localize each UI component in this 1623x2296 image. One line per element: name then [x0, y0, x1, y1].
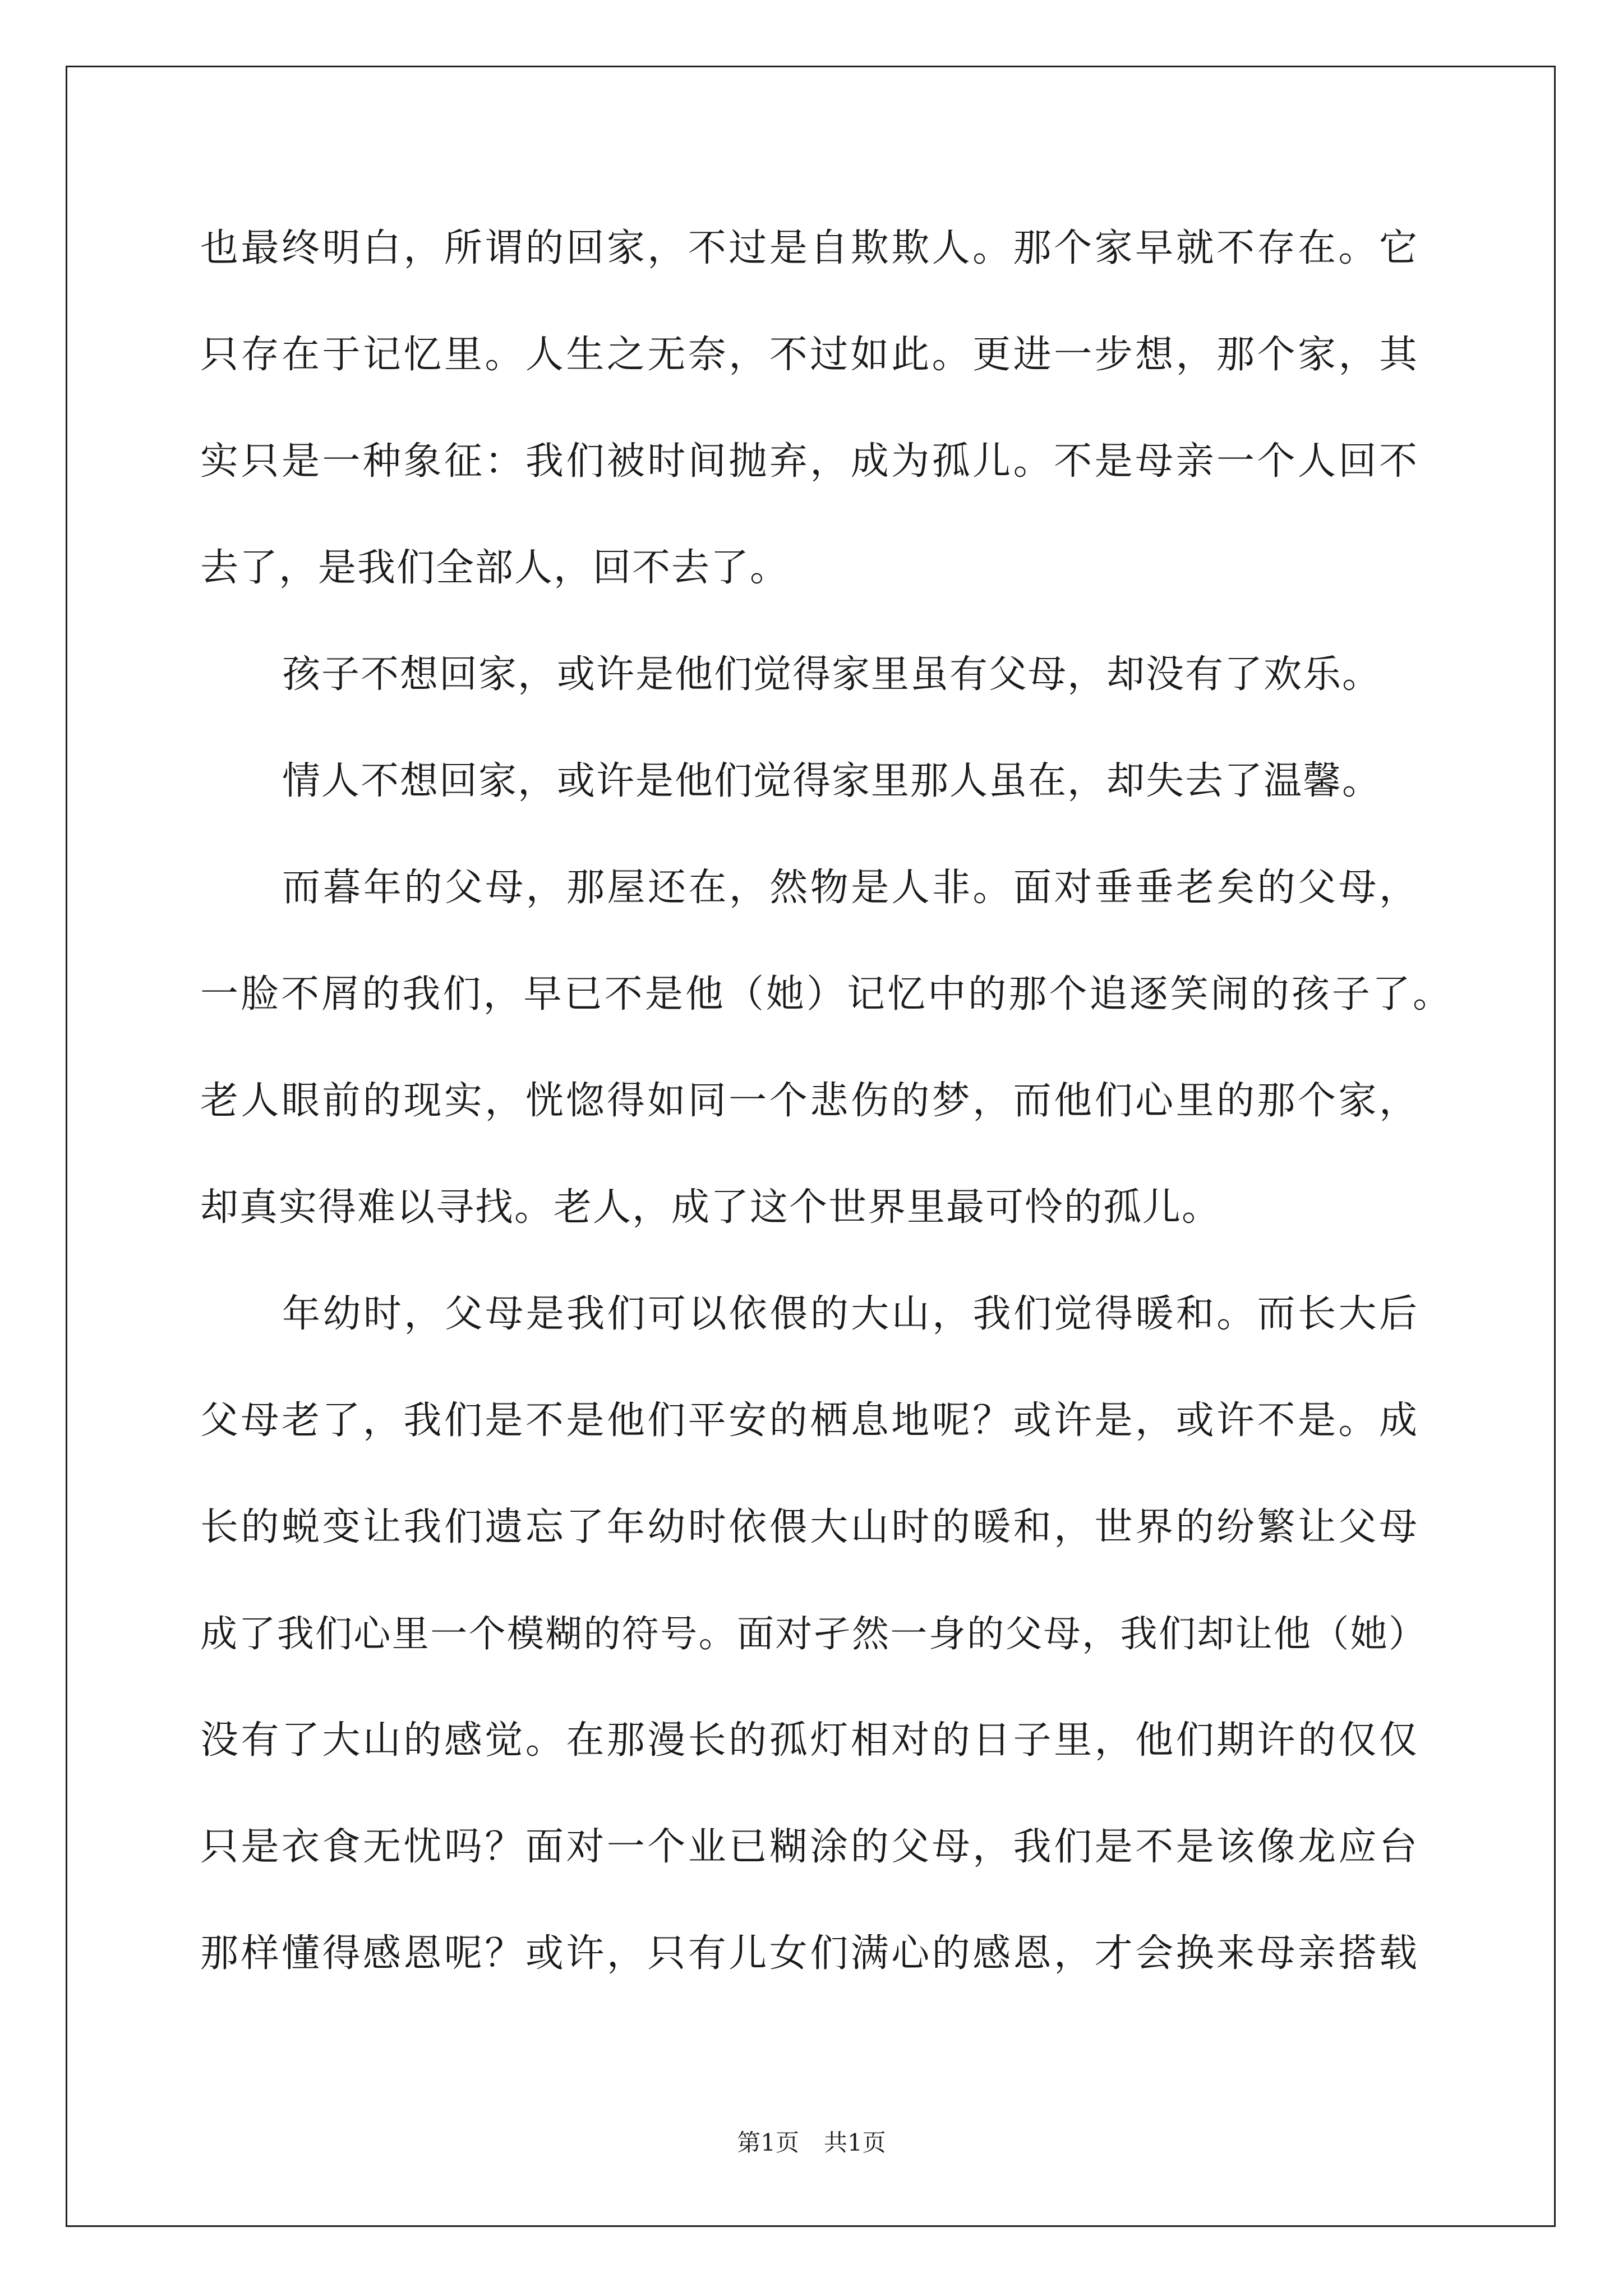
text-line: 只是衣食无忧吗？面对一个业已糊涂的父母，我们是不是该像龙应台 — [200, 1825, 1418, 1869]
text-line: 没有了大山的感觉。在那漫长的孤灯相对的日子里，他们期许的仅仅 — [200, 1718, 1418, 1763]
text-line: 去了，是我们全部人，回不去了。 — [200, 546, 790, 590]
text-line: 实只是一种象征：我们被时间抛弃，成为孤儿。不是母亲一个人回不 — [200, 439, 1418, 484]
text-line: 父母老了，我们是不是他们平安的栖息地呢？或许是，或许不是。成 — [200, 1398, 1418, 1443]
text-line: 那样懂得感恩呢？或许，只有儿女们满心的感恩，才会换来母亲搭载 — [200, 1931, 1418, 1976]
current-page-number: 第1页 — [737, 2129, 799, 2156]
text-line: 一脸不屑的我们，早已不是他（她）记忆中的那个追逐笑闹的孩子了。 — [200, 972, 1452, 1016]
text-line: 也最终明白，所谓的回家，不过是自欺欺人。那个家早就不存在。它 — [200, 226, 1418, 270]
paragraph-start-line: 孩子不想回家，或许是他们觉得家里虽有父母，却没有了欢乐。 — [282, 652, 1382, 697]
text-line: 长的蜕变让我们遗忘了年幼时依偎大山时的暖和，世界的纷繁让父母 — [200, 1505, 1418, 1549]
paragraph-start-line: 年幼时，父母是我们可以依偎的大山，我们觉得暖和。而长大后 — [282, 1292, 1418, 1336]
body-text — [200, 195, 1452, 2007]
paragraph-start-line: 情人不想回家，或许是他们觉得家里那人虽在，却失去了温馨。 — [282, 759, 1382, 803]
text-line: 老人眼前的现实，恍惚得如同一个悲伤的梦，而他们心里的那个家， — [200, 1079, 1418, 1123]
text-line: 只存在于记忆里。人生之无奈，不过如此。更进一步想，那个家，其 — [200, 333, 1418, 377]
text-line: 却真实得难以寻找。老人，成了这个世界里最可怜的孤儿。 — [200, 1185, 1221, 1230]
page-footer — [0, 2126, 1623, 2160]
paragraph-start-line: 而暮年的父母，那屋还在，然物是人非。面对垂垂老矣的父母， — [282, 866, 1418, 910]
text-line: 成了我们心里一个模糊的符号。面对孑然一身的父母，我们却让他（她） — [200, 1612, 1426, 1655]
total-page-count: 共1页 — [824, 2129, 886, 2156]
